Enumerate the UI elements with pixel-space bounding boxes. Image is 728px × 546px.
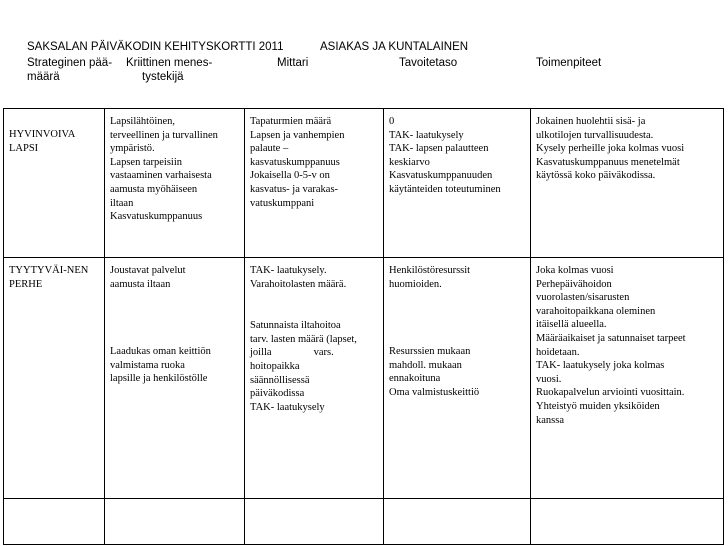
actions-text: Perhepäivähoidon bbox=[536, 278, 612, 290]
goal-text: HYVINVOIVA bbox=[9, 129, 76, 140]
actions-text: ulkotilojen turvallisuudesta. bbox=[536, 129, 654, 141]
metric-text: Jokaisella 0-5-v on bbox=[250, 170, 330, 182]
actions-text: varahoitopaikkana oleminen bbox=[536, 305, 656, 317]
metric-text: palaute – bbox=[250, 143, 289, 155]
metric-text: Tapaturmien määrä bbox=[250, 116, 332, 127]
actions-cell bbox=[531, 258, 724, 499]
actions-text: kanssa bbox=[536, 414, 564, 426]
factor-text: terveellinen ja turvallinen bbox=[110, 129, 218, 141]
metric-text: vatuskumppani bbox=[250, 197, 315, 209]
target-text: ennakoituna bbox=[389, 373, 441, 385]
factor-text: valmistama ruoka bbox=[110, 359, 185, 371]
client-label: ASIAKAS JA KUNTALAINEN bbox=[320, 41, 469, 53]
target-text: käytänteiden toteutuminen bbox=[389, 183, 501, 195]
target-text: TAK- laatukysely bbox=[389, 129, 464, 141]
actions-cell bbox=[531, 499, 724, 545]
spacer bbox=[389, 291, 527, 318]
factor-text: Laadukas oman keittiön bbox=[110, 346, 211, 358]
metric-text: säännöllisessä bbox=[250, 374, 310, 386]
goal-text: TYYTYVÄI-NEN bbox=[9, 265, 89, 276]
goal-text: PERHE bbox=[9, 278, 43, 290]
target-text: Oma valmistuskeittiö bbox=[389, 386, 480, 398]
target-cell bbox=[384, 109, 531, 258]
metric-text: päiväkodissa bbox=[250, 388, 305, 400]
goal-cell bbox=[4, 258, 105, 499]
target-text: 0 bbox=[389, 116, 395, 127]
factor-text: Kasvatuskumppanuus bbox=[110, 211, 203, 223]
spacer bbox=[110, 291, 241, 318]
actions-text: vuosi. bbox=[536, 373, 562, 385]
goal-cell bbox=[4, 499, 105, 545]
factor-text: lapsille ja henkilöstölle bbox=[110, 373, 208, 385]
target-text: TAK- lapsen palautteen bbox=[389, 143, 489, 155]
actions-text: Joka kolmas vuosi bbox=[536, 265, 614, 276]
col-header-strategic-goal-line1: Strateginen pää- bbox=[27, 57, 113, 69]
actions-text: Jokainen huolehtii sisä- ja bbox=[536, 116, 646, 127]
target-cell bbox=[384, 258, 531, 499]
goal-cell bbox=[4, 109, 105, 258]
goal-text: LAPSI bbox=[9, 142, 39, 154]
factor-cell bbox=[105, 499, 245, 545]
development-card-table bbox=[3, 108, 724, 545]
target-text: huomioiden. bbox=[389, 278, 442, 290]
metric-cell bbox=[245, 109, 384, 258]
actions-cell bbox=[531, 109, 724, 258]
table-row bbox=[4, 499, 724, 545]
target-text: mahdoll. mukaan bbox=[389, 359, 462, 371]
metric-text: kasvatuskumppanuus bbox=[250, 156, 340, 168]
table-row bbox=[4, 109, 724, 258]
metric-text: Varahoitolasten määrä. bbox=[250, 278, 347, 290]
spacer bbox=[110, 318, 241, 345]
factor-text: ympäristö. bbox=[110, 143, 155, 155]
metric-text: joilla vars. bbox=[250, 347, 334, 359]
metric-text: TAK- laatukysely. bbox=[250, 265, 327, 276]
factor-text: aamusta iltaan bbox=[110, 278, 171, 290]
metric-text: kasvatus- ja varakas- bbox=[250, 183, 339, 195]
target-text: keskiarvo bbox=[389, 156, 430, 168]
target-cell bbox=[384, 499, 531, 545]
factor-text: Lapsilähtöinen, bbox=[110, 116, 176, 127]
factor-text: vastaaminen varhaisesta bbox=[110, 170, 212, 182]
metric-cell bbox=[245, 499, 384, 545]
target-text: Henkilöstöresurssit bbox=[389, 265, 471, 276]
factor-text: iltaan bbox=[110, 197, 134, 209]
col-header-metric: Mittari bbox=[277, 57, 309, 69]
actions-text: Kysely perheille joka kolmas vuosi bbox=[536, 143, 685, 155]
col-header-target-level: Tavoitetaso bbox=[399, 57, 458, 69]
actions-text: vuorolasten/sisarusten bbox=[536, 292, 630, 304]
actions-text: TAK- laatukysely joka kolmas bbox=[536, 360, 665, 372]
actions-text: Yhteistyö muiden yksiköiden bbox=[536, 400, 660, 412]
spacer bbox=[389, 318, 527, 345]
metric-cell bbox=[245, 258, 384, 499]
metric-text: TAK- laatukysely bbox=[250, 401, 325, 413]
spacer bbox=[250, 291, 380, 319]
factor-text: Joustavat palvelut bbox=[110, 265, 186, 276]
table-row bbox=[4, 258, 724, 499]
actions-text: Ruokapalvelun arviointi vuosittain. bbox=[536, 387, 685, 399]
actions-text: Määräaikaiset ja satunnaiset tarpeet bbox=[536, 332, 686, 344]
target-text: Kasvatuskumppanuuden bbox=[389, 170, 493, 182]
metric-text: Satunnaista iltahoitoa bbox=[250, 320, 341, 332]
factor-cell bbox=[105, 109, 245, 258]
actions-text: itäisellä alueella. bbox=[536, 319, 607, 331]
actions-text: käytössä koko päiväkodissa. bbox=[536, 170, 656, 182]
metric-text: hoitopaikka bbox=[250, 360, 300, 372]
col-header-critical-factor-line2: tystekijä bbox=[142, 71, 184, 83]
metric-text: Lapsen ja vanhempien bbox=[250, 129, 345, 141]
metric-text: tarv. lasten määrä (lapset, bbox=[250, 333, 357, 345]
actions-text: hoidetaan. bbox=[536, 346, 580, 358]
actions-text: Kasvatuskumppanuus menetelmät bbox=[536, 156, 680, 168]
factor-text: aamusta myöhäiseen bbox=[110, 183, 198, 195]
col-header-strategic-goal-line2: määrä bbox=[27, 71, 60, 83]
factor-text: Lapsen tarpeisiin bbox=[110, 156, 183, 168]
factor-cell bbox=[105, 258, 245, 499]
col-header-critical-factor-line1: Kriittinen menes- bbox=[126, 57, 213, 69]
col-header-actions: Toimenpiteet bbox=[536, 57, 602, 69]
target-text: Resurssien mukaan bbox=[389, 346, 471, 358]
document-title: SAKSALAN PÄIVÄKODIN KEHITYSKORTTI 2011 bbox=[27, 41, 284, 53]
